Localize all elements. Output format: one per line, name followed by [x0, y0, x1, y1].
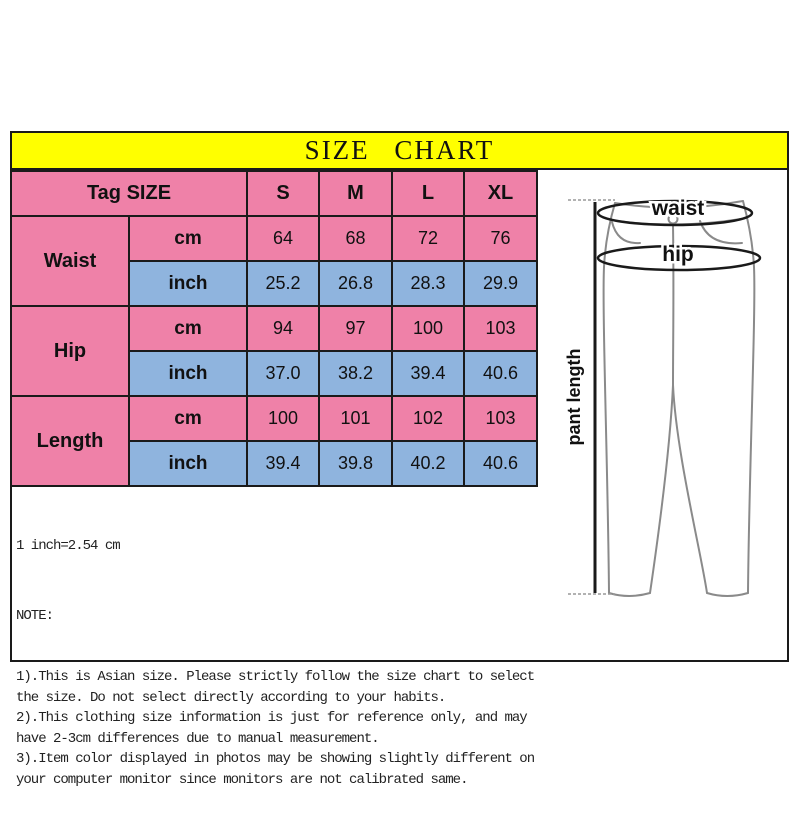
attribute-label-waist: Waist	[11, 216, 129, 306]
note-line-6: your computer monitor since monitors are not calibrated same.	[16, 771, 468, 788]
note-line-5: 3).Item color displayed in photos may be showing slightly different on	[16, 751, 535, 767]
value-cell-length-cm-l: 102	[392, 396, 464, 441]
table-row-length-cm	[11, 396, 537, 441]
size-header-m: M	[319, 171, 392, 216]
value-cell-length-cm-xl: 103	[464, 396, 537, 441]
value-cell-hip-cm-xl: 103	[464, 306, 537, 351]
note-line-3: 2).This clothing size information is just for reference only, and may	[16, 710, 527, 726]
unit-label-hip-cm: cm	[129, 306, 247, 351]
value-cell-length-inch-s: 39.4	[247, 441, 319, 486]
hip-label: hip	[662, 243, 694, 266]
unit-label-waist-inch: inch	[129, 261, 247, 306]
note-line-1: 1).This is Asian size. Please strictly follow the size chart to select	[16, 669, 535, 685]
value-cell-waist-inch-l: 28.3	[392, 261, 464, 306]
pant-length-label: pant length	[564, 348, 584, 446]
size-table-body	[11, 216, 537, 486]
footer-notes	[16, 495, 561, 831]
note-line-2: the size. Do not select directly according to your habits.	[16, 689, 446, 706]
attribute-label-hip: Hip	[11, 306, 129, 396]
conversion-note: 1 inch=2.54 cm	[16, 538, 120, 554]
attribute-label-length: Length	[11, 396, 129, 486]
value-cell-waist-cm-s: 64	[247, 216, 319, 261]
corner-header: Tag SIZE	[11, 171, 247, 216]
value-cell-length-cm-m: 101	[319, 396, 392, 441]
note-lines	[16, 667, 561, 790]
value-cell-length-inch-xl: 40.6	[464, 441, 537, 486]
note-line-4: have 2-3cm differences due to manual measurement.	[16, 730, 379, 747]
value-cell-waist-inch-xl: 29.9	[464, 261, 537, 306]
table-row-hip-cm	[11, 306, 537, 351]
value-cell-hip-inch-xl: 40.6	[464, 351, 537, 396]
value-cell-length-inch-m: 39.8	[319, 441, 392, 486]
value-cell-waist-inch-m: 26.8	[319, 261, 392, 306]
size-header-l: L	[392, 171, 464, 216]
size-header-xl: XL	[464, 171, 537, 216]
note-heading: NOTE:	[16, 607, 54, 624]
size-chart-panel	[10, 131, 789, 788]
waist-label: waist	[651, 197, 705, 220]
value-cell-hip-inch-m: 38.2	[319, 351, 392, 396]
page-title: SIZE CHART	[304, 135, 495, 165]
value-cell-length-inch-l: 40.2	[392, 441, 464, 486]
value-cell-hip-cm-s: 94	[247, 306, 319, 351]
unit-label-hip-inch: inch	[129, 351, 247, 396]
value-cell-hip-cm-l: 100	[392, 306, 464, 351]
table-header-row	[11, 171, 537, 216]
value-cell-hip-inch-l: 39.4	[392, 351, 464, 396]
table-row-waist-cm	[11, 216, 537, 261]
unit-label-length-inch: inch	[129, 441, 247, 486]
banner	[12, 133, 787, 170]
value-cell-length-cm-s: 100	[247, 396, 319, 441]
pants-diagram	[538, 172, 787, 658]
value-cell-hip-inch-s: 37.0	[247, 351, 319, 396]
unit-label-length-cm: cm	[129, 396, 247, 441]
value-cell-waist-cm-l: 72	[392, 216, 464, 261]
size-table	[10, 170, 538, 487]
value-cell-waist-cm-xl: 76	[464, 216, 537, 261]
unit-label-waist-cm: cm	[129, 216, 247, 261]
size-header-s: S	[247, 171, 319, 216]
value-cell-waist-cm-m: 68	[319, 216, 392, 261]
value-cell-hip-cm-m: 97	[319, 306, 392, 351]
value-cell-waist-inch-s: 25.2	[247, 261, 319, 306]
